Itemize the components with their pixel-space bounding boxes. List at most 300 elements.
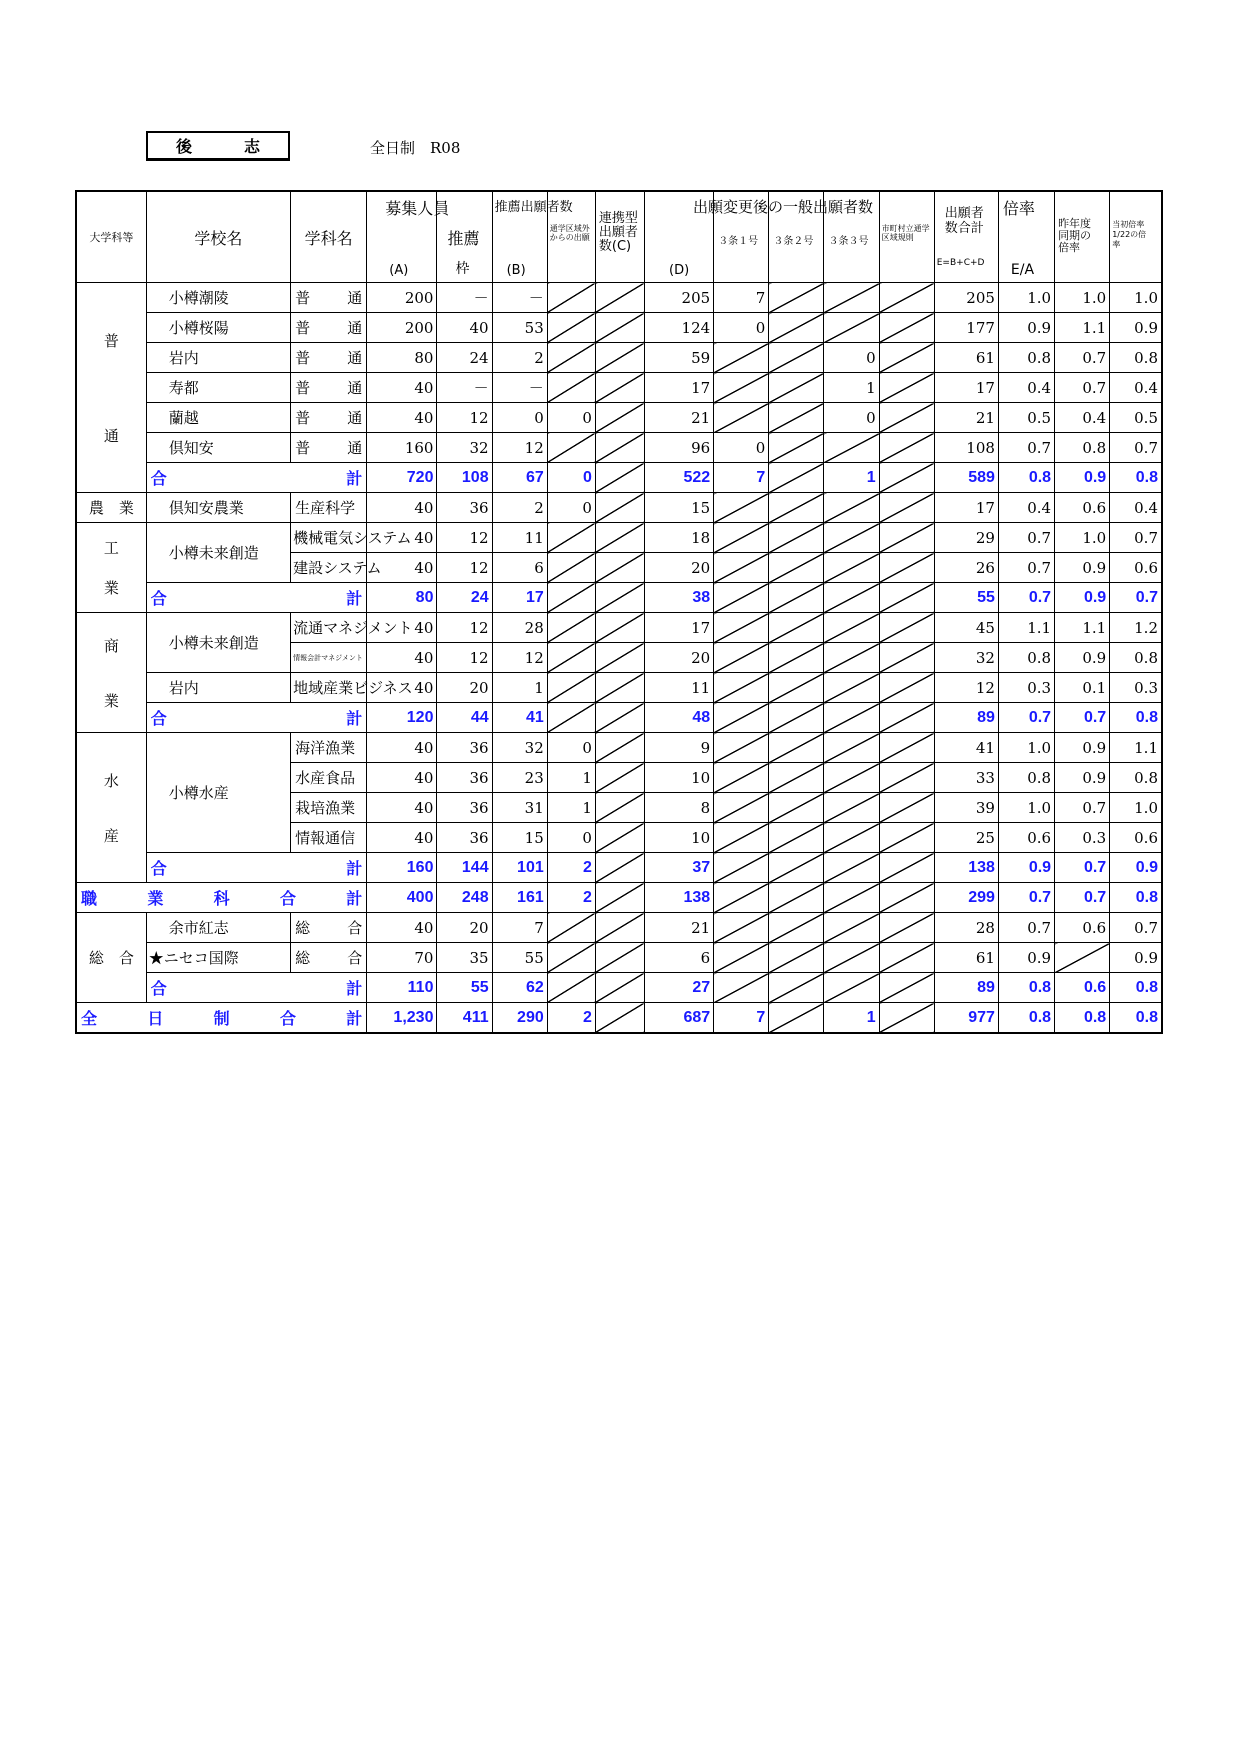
- cell-init: 0.8: [1110, 1003, 1162, 1034]
- cell-out: 2: [547, 883, 595, 913]
- cell-empty: [769, 553, 824, 583]
- cell-out: 0: [547, 733, 595, 763]
- cell-empty: [714, 973, 769, 1003]
- cell-e: 61: [934, 943, 998, 973]
- header-recruit-label: 募集人員: [385, 199, 450, 218]
- cell-empty: [824, 283, 879, 313]
- label-char: 計: [346, 889, 363, 908]
- cell-a: 160: [367, 853, 437, 883]
- cell-empty: [595, 553, 644, 583]
- cell-init: 0.8: [1110, 463, 1162, 493]
- cell-empty: [824, 673, 879, 703]
- header-dept: 学科名: [291, 191, 367, 283]
- cell-empty: [714, 493, 769, 523]
- cell-empty: [595, 703, 644, 733]
- cell-art3: 1: [824, 463, 879, 493]
- table-row: [76, 493, 1162, 523]
- cell-a: 40: [367, 913, 437, 943]
- cell-e: 977: [934, 1003, 998, 1034]
- header-category: 大学科等: [76, 191, 146, 283]
- cell-prev: 0.3: [1055, 823, 1110, 853]
- dept-char: 普: [295, 379, 311, 397]
- cell-d: 11: [645, 673, 714, 703]
- cell-init: 0.8: [1110, 973, 1162, 1003]
- header-row: [76, 191, 1162, 283]
- category-sogo: 総 合: [76, 913, 146, 1003]
- cell-init: 0.4: [1110, 373, 1162, 403]
- cell-b: 7: [492, 913, 547, 943]
- cell-empty: [769, 853, 824, 883]
- cell-empty: [769, 883, 824, 913]
- cell-empty: [595, 853, 644, 883]
- cell-rf: 248: [437, 883, 492, 913]
- cell-b: 67: [492, 463, 547, 493]
- cell-a: 400: [367, 883, 437, 913]
- cell-empty: [769, 643, 824, 673]
- cell-empty: [595, 973, 644, 1003]
- header-general-d-label: (D): [669, 263, 690, 278]
- cell-empty: [547, 283, 595, 313]
- cell-art3: 0: [824, 403, 879, 433]
- page-subtitle: 全日制 R08: [370, 139, 461, 157]
- cell-rf: 44: [437, 703, 492, 733]
- cell-prev: 0.7: [1055, 703, 1110, 733]
- cell-b: 15: [492, 823, 547, 853]
- label-char: 制: [213, 1009, 230, 1028]
- cell-prev: 1.1: [1055, 313, 1110, 343]
- cell-e: 589: [934, 463, 998, 493]
- school-name: 蘭越: [146, 403, 290, 433]
- cell-init: 0.6: [1110, 823, 1162, 853]
- dept-char: 普: [295, 439, 311, 457]
- cell-prev: 0.1: [1055, 673, 1110, 703]
- cell-e: 41: [934, 733, 998, 763]
- cell-empty: [595, 943, 644, 973]
- dept-name: 海洋漁業: [291, 733, 367, 763]
- category-nogyo: 農 業: [76, 493, 146, 523]
- cell-empty: [714, 373, 769, 403]
- table-row: [76, 433, 1162, 463]
- cell-empty: [824, 763, 879, 793]
- cell-empty: [769, 433, 824, 463]
- dept-char: 普: [295, 409, 311, 427]
- cell-empty: [769, 763, 824, 793]
- cell-init: 0.8: [1110, 883, 1162, 913]
- cell-d: 20: [645, 553, 714, 583]
- cell-init: 1.0: [1110, 283, 1162, 313]
- cell-e: 26: [934, 553, 998, 583]
- subtotal-label: [146, 853, 367, 883]
- cell-empty: [595, 763, 644, 793]
- cell-init: 0.6: [1110, 553, 1162, 583]
- cell-d: 96: [645, 433, 714, 463]
- cell-empty: [769, 973, 824, 1003]
- header-ratio: [998, 191, 1054, 283]
- cell-init: 0.8: [1110, 703, 1162, 733]
- cell-out: 0: [547, 823, 595, 853]
- cell-init: 1.1: [1110, 733, 1162, 763]
- header-ratio-label: 倍率: [1002, 199, 1035, 218]
- cell-rf: 20: [437, 913, 492, 943]
- cell-empty: [595, 733, 644, 763]
- cell-empty: [879, 313, 934, 343]
- cell-empty: [714, 343, 769, 373]
- cell-art1: 7: [714, 1003, 769, 1034]
- cell-empty: [879, 523, 934, 553]
- category-char: 産: [103, 826, 119, 845]
- cell-init: 0.8: [1110, 343, 1162, 373]
- cell-a: 40: [367, 373, 437, 403]
- cell-ratio: 0.8: [998, 643, 1054, 673]
- cell-d: 522: [645, 463, 714, 493]
- cell-out: 2: [547, 1003, 595, 1034]
- cell-empty: [714, 553, 769, 583]
- header-recruit-a: (A): [389, 263, 409, 278]
- label-char: 計: [346, 469, 363, 488]
- cell-prev: 0.7: [1055, 853, 1110, 883]
- school-name: 岩内: [146, 343, 290, 373]
- cell-a: 40: [367, 403, 437, 433]
- cell-d: 8: [645, 793, 714, 823]
- cell-rf: 20: [437, 673, 492, 703]
- cell-ratio: 0.6: [998, 823, 1054, 853]
- subtotal-row: [76, 973, 1162, 1003]
- cell-empty: [595, 433, 644, 463]
- cell-b: 2: [492, 493, 547, 523]
- cell-a: 40: [367, 823, 437, 853]
- cell-empty: [547, 973, 595, 1003]
- header-general: 出願変更後の一般出願者数: [693, 198, 874, 216]
- cell-empty: [714, 643, 769, 673]
- cell-b: 32: [492, 733, 547, 763]
- cell-b: 62: [492, 973, 547, 1003]
- cell-prev: 0.9: [1055, 553, 1110, 583]
- cell-empty: [595, 523, 644, 553]
- header-recommend: 推薦: [447, 229, 480, 248]
- cell-empty: [547, 433, 595, 463]
- cell-b: 23: [492, 763, 547, 793]
- school-name: 小樽桜陽: [146, 313, 290, 343]
- cell-empty: [824, 583, 879, 613]
- cell-prev: 1.0: [1055, 283, 1110, 313]
- cell-rf: 36: [437, 793, 492, 823]
- cell-ratio: 0.5: [998, 403, 1054, 433]
- dept-char: 通: [347, 319, 363, 337]
- cell-empty: [824, 913, 879, 943]
- grand-total-row: [76, 1003, 1162, 1034]
- cell-empty: [879, 613, 934, 643]
- label-char: 合: [279, 1009, 296, 1028]
- label-char: 合: [279, 889, 296, 908]
- cell-rf: 40: [437, 313, 492, 343]
- cell-empty: [547, 373, 595, 403]
- school-name: 小樽未来創造: [146, 613, 290, 673]
- dept-name: 機械電気システム: [291, 523, 367, 553]
- cell-e: 28: [934, 913, 998, 943]
- cell-rf: 36: [437, 493, 492, 523]
- cell-ratio: 0.7: [998, 913, 1054, 943]
- cell-empty: [824, 313, 879, 343]
- cell-empty: [879, 463, 934, 493]
- cell-prev: 0.7: [1055, 373, 1110, 403]
- cell-empty: [714, 523, 769, 553]
- cell-prev: 0.9: [1055, 763, 1110, 793]
- cell-prev: 1.0: [1055, 523, 1110, 553]
- cell-rf: 411: [437, 1003, 492, 1034]
- cell-rf: 12: [437, 403, 492, 433]
- cell-prev: 0.9: [1055, 733, 1110, 763]
- cell-empty: [769, 613, 824, 643]
- cell-a: 40: [367, 763, 437, 793]
- cell-empty: [769, 703, 824, 733]
- label-char: 計: [346, 859, 363, 878]
- cell-rf: 108: [437, 463, 492, 493]
- cell-empty: [595, 673, 644, 703]
- cell-b: 2: [492, 343, 547, 373]
- cell-empty: [1055, 943, 1110, 973]
- table-row: [76, 913, 1162, 943]
- cell-empty: [824, 493, 879, 523]
- cell-prev: 0.7: [1055, 793, 1110, 823]
- cell-prev: 0.8: [1055, 1003, 1110, 1034]
- cell-rf: 55: [437, 973, 492, 1003]
- cell-empty: [595, 343, 644, 373]
- dept-name: [291, 343, 367, 373]
- cell-empty: [547, 913, 595, 943]
- cell-empty: [547, 583, 595, 613]
- cell-init: 0.8: [1110, 763, 1162, 793]
- category-char: 商: [103, 636, 119, 655]
- cell-out: 0: [547, 403, 595, 433]
- table-row: [76, 403, 1162, 433]
- cell-b: 41: [492, 703, 547, 733]
- label-char: 計: [346, 979, 363, 998]
- cell-empty: [714, 703, 769, 733]
- cell-empty: [714, 913, 769, 943]
- cell-empty: [879, 643, 934, 673]
- category-char: 業: [103, 579, 119, 597]
- category-char: 業: [103, 691, 119, 710]
- cell-ratio: 0.8: [998, 973, 1054, 1003]
- dept-char: 通: [347, 349, 363, 367]
- header-ratio-formula: E/A: [1010, 262, 1035, 278]
- subtotal-label: [146, 973, 367, 1003]
- cell-b: －: [492, 373, 547, 403]
- cell-d: 687: [645, 1003, 714, 1034]
- category-futsu: [76, 283, 146, 493]
- cell-init: 0.7: [1110, 583, 1162, 613]
- table-row: [76, 733, 1162, 763]
- cell-empty: [879, 883, 934, 913]
- cell-empty: [769, 673, 824, 703]
- cell-e: 29: [934, 523, 998, 553]
- cell-out: 2: [547, 853, 595, 883]
- cell-prev: 0.9: [1055, 583, 1110, 613]
- cell-empty: [714, 673, 769, 703]
- cell-prev: 0.9: [1055, 643, 1110, 673]
- cell-empty: [547, 523, 595, 553]
- cell-a: 80: [367, 583, 437, 613]
- cell-b: 28: [492, 613, 547, 643]
- vocational-total-label: [76, 883, 367, 913]
- cell-rf: 36: [437, 733, 492, 763]
- header-art1-label: ３条１号: [718, 236, 759, 247]
- cell-out: 1: [547, 793, 595, 823]
- school-name: 岩内: [146, 673, 290, 703]
- cell-a: 80: [367, 343, 437, 373]
- cell-empty: [769, 493, 824, 523]
- cell-rf: 144: [437, 853, 492, 883]
- category-char: 工: [103, 539, 119, 557]
- cell-empty: [769, 313, 824, 343]
- cell-d: 124: [645, 313, 714, 343]
- header-initial: [1110, 191, 1162, 283]
- dept-char: 合: [347, 919, 363, 937]
- cell-init: 0.9: [1110, 943, 1162, 973]
- cell-empty: [714, 583, 769, 613]
- subtotal-row: [76, 853, 1162, 883]
- cell-empty: [879, 823, 934, 853]
- label-char: 合: [150, 469, 167, 488]
- cell-empty: [769, 283, 824, 313]
- vocational-total-row: [76, 883, 1162, 913]
- cell-e: 55: [934, 583, 998, 613]
- cell-empty: [547, 943, 595, 973]
- cell-ratio: 0.3: [998, 673, 1054, 703]
- cell-empty: [824, 823, 879, 853]
- dept-name: [291, 403, 367, 433]
- cell-init: 0.9: [1110, 313, 1162, 343]
- cell-empty: [714, 763, 769, 793]
- cell-rf: 24: [437, 583, 492, 613]
- cell-empty: [769, 943, 824, 973]
- table-row: [76, 943, 1162, 973]
- cell-d: 27: [645, 973, 714, 1003]
- cell-ratio: 0.7: [998, 433, 1054, 463]
- header-recruit: [367, 191, 450, 283]
- dept-name: 生産科学: [291, 493, 367, 523]
- cell-empty: [595, 493, 644, 523]
- cell-b: 290: [492, 1003, 547, 1034]
- cell-rf: 32: [437, 433, 492, 463]
- subtotal-row: [76, 583, 1162, 613]
- cell-empty: [824, 943, 879, 973]
- dept-char: 通: [347, 439, 363, 457]
- cell-empty: [769, 793, 824, 823]
- cell-d: 21: [645, 403, 714, 433]
- cell-empty: [769, 523, 824, 553]
- cell-rf: 36: [437, 763, 492, 793]
- cell-ratio: 0.7: [998, 703, 1054, 733]
- cell-e: 32: [934, 643, 998, 673]
- cell-out: 0: [547, 463, 595, 493]
- cell-empty: [595, 313, 644, 343]
- dept-name: 情報通信: [291, 823, 367, 853]
- dept-name: 情報会計マネジメント: [291, 643, 367, 673]
- header-total-label: 出願者数合計: [944, 206, 984, 236]
- cell-e: 108: [934, 433, 998, 463]
- header-prev: [1055, 191, 1110, 283]
- cell-prev: 0.6: [1055, 493, 1110, 523]
- cell-empty: [879, 1003, 934, 1034]
- cell-empty: [547, 313, 595, 343]
- cell-empty: [879, 583, 934, 613]
- cell-empty: [824, 973, 879, 1003]
- cell-a: 720: [367, 463, 437, 493]
- cell-ratio: 1.1: [998, 613, 1054, 643]
- cell-art3: 1: [824, 373, 879, 403]
- cell-ratio: 0.7: [998, 883, 1054, 913]
- cell-d: 205: [645, 283, 714, 313]
- cell-a: 70: [367, 943, 437, 973]
- dept-name: 栽培漁業: [291, 793, 367, 823]
- cell-empty: [879, 373, 934, 403]
- cell-empty: [714, 853, 769, 883]
- cell-a: 200: [367, 313, 437, 343]
- cell-empty: [714, 403, 769, 433]
- cell-d: 9: [645, 733, 714, 763]
- cell-prev: 0.4: [1055, 403, 1110, 433]
- cell-b: 55: [492, 943, 547, 973]
- cell-out: 0: [547, 493, 595, 523]
- cell-empty: [824, 853, 879, 883]
- cell-e: 45: [934, 613, 998, 643]
- cell-prev: 0.7: [1055, 883, 1110, 913]
- cell-d: 138: [645, 883, 714, 913]
- cell-rf: －: [437, 373, 492, 403]
- cell-e: 39: [934, 793, 998, 823]
- header-municipal-label: 市町村立通学区域規則: [881, 224, 930, 242]
- cell-init: 0.9: [1110, 853, 1162, 883]
- cell-ratio: 0.9: [998, 853, 1054, 883]
- dept-char: 普: [295, 319, 311, 337]
- cell-rf: 12: [437, 613, 492, 643]
- cell-prev: 0.7: [1055, 343, 1110, 373]
- cell-rf: 12: [437, 553, 492, 583]
- cell-d: 20: [645, 643, 714, 673]
- cell-e: 25: [934, 823, 998, 853]
- cell-ratio: 0.4: [998, 373, 1054, 403]
- cell-e: 21: [934, 403, 998, 433]
- cell-empty: [824, 733, 879, 763]
- cell-b: －: [492, 283, 547, 313]
- school-name: 余市紅志: [146, 913, 290, 943]
- cell-prev: 1.1: [1055, 613, 1110, 643]
- dept-name: [291, 913, 367, 943]
- cell-b: 1: [492, 673, 547, 703]
- school-name: 寿都: [146, 373, 290, 403]
- header-total: [934, 191, 998, 283]
- dept-name: 流通マネジメント: [291, 613, 367, 643]
- dept-name: [291, 943, 367, 973]
- cell-art1: 0: [714, 433, 769, 463]
- cell-b: 31: [492, 793, 547, 823]
- cell-empty: [879, 973, 934, 1003]
- subtotal-label: [146, 583, 367, 613]
- dept-name: [291, 313, 367, 343]
- cell-init: 0.5: [1110, 403, 1162, 433]
- table-row: [76, 313, 1162, 343]
- cell-prev: 0.8: [1055, 433, 1110, 463]
- cell-d: 48: [645, 703, 714, 733]
- cell-empty: [769, 733, 824, 763]
- cell-e: 17: [934, 373, 998, 403]
- cell-empty: [595, 373, 644, 403]
- dept-name: 水産食品: [291, 763, 367, 793]
- header-linked: [595, 191, 644, 283]
- cell-e: 299: [934, 883, 998, 913]
- dept-char: 通: [347, 289, 363, 307]
